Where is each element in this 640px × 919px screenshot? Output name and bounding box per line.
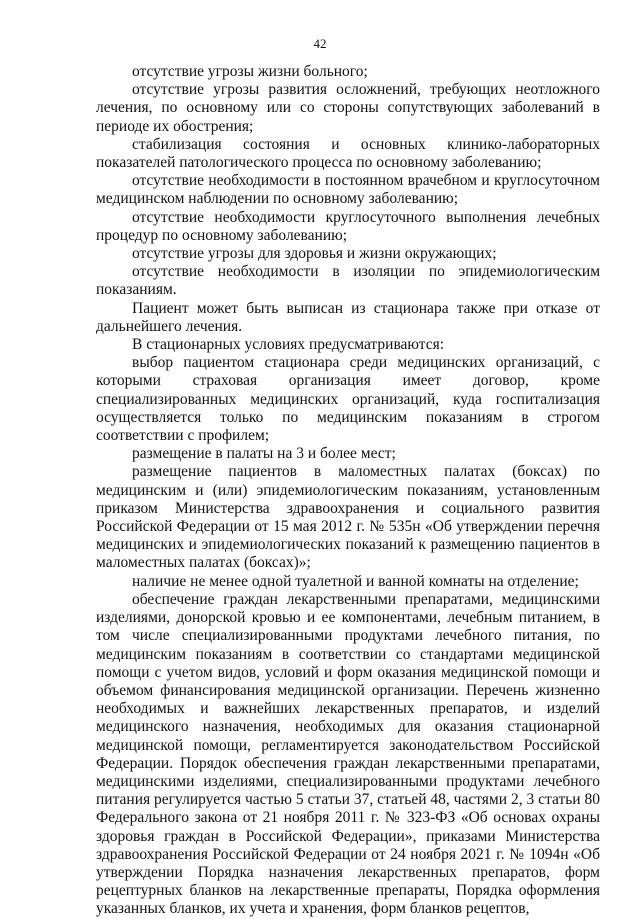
document-body xyxy=(96,63,600,919)
paragraph: размещение в палаты на 3 и более мест; xyxy=(132,445,396,463)
page-number: 42 xyxy=(313,36,327,51)
paragraph: отсутствие необходимости круглосуточного выполнения лечебных процедур по основному заболеванию; xyxy=(96,208,600,244)
paragraph: отсутствие угрозы развития осложнений, требующих неотложного лечения, по основному или со стороны сопутствующих заболеваний в периоде их обострения; xyxy=(96,81,600,135)
paragraph: отсутствие необходимости в изоляции по эпидемиологическим показаниям. xyxy=(96,263,600,299)
paragraph: обеспечение граждан лекарственными препаратами, медицинскими изделиями, донорской кровью и ее компонентами, лечебным питанием, в том числе специализированными продуктами лечебного питания, по медицинским показаниям в соответствии со стандартами медицинской помощи с учетом видов, условий и форм оказания медицинской помощи и объемом финансирования медицинской организации. Перечень жизненно необходимых и важнейших лекарственных препаратов, и изделий медицинского назначения, необходимых для оказания стационарной медицинской помощи, регламентируется законодательством Российской Федерации. Порядок обеспечения граждан лекарственными препаратами, медицинскими изделиями, специализированными продуктами лечебного питания регулируется частью 5 статьи 37, статьей 48, частями 2, 3 статьи 80 Федерального закона от 21 ноября 2011 г. № 323-ФЗ «Об основах охраны здоровья граждан в Российской Федерации», приказами Министерства здравоохранения Российской Федерации от 24 ноября 2021 г. № 1094н «Об утверждении Порядка назначения лекарственных препаратов, форм рецептурных бланков на лекарственные препараты, Порядка оформления указанных бланков, их учета и хранения, форм бланков рецептов, xyxy=(96,590,600,918)
paragraph: отсутствие угрозы для здоровья и жизни окружающих; xyxy=(132,245,497,263)
paragraph: стабилизация состояния и основных клинико-лабораторных показателей патологического процесса по основному заболеванию; xyxy=(96,135,600,172)
paragraph: выбор пациентом стационара среди медицинских организаций, с которыми страховая организация имеет договор, кроме специализированных медицинских организаций, куда госпитализация осуществляется только по медицинским показаниям в строгом соответствии с профилем; xyxy=(96,354,600,445)
paragraph: наличие не менее одной туалетной и ванной комнаты на отделение; xyxy=(132,572,579,590)
paragraph: В стационарных условиях предусматриваются: xyxy=(132,336,445,354)
paragraph: отсутствие необходимости в постоянном врачебном и круглосуточном медицинском наблюдении по основному заболеванию; xyxy=(96,172,600,208)
paragraph: размещение пациентов в маломестных палатах (боксах) по медицинским и (или) эпидемиологическим показаниям, установленным приказом Министерства здравоохранения и социального развития Российской Федерации от 15 мая 2012 г. № 535н «Об утверждении перечня медицинских и эпидемиологических показаний к размещению пациентов в маломестных палатах (боксах)»; xyxy=(96,463,600,572)
paragraph: Пациент может быть выписан из стационара также при отказе от дальнейшего лечения. xyxy=(96,299,600,335)
paragraph: отсутствие угрозы жизни больного; xyxy=(132,63,368,80)
